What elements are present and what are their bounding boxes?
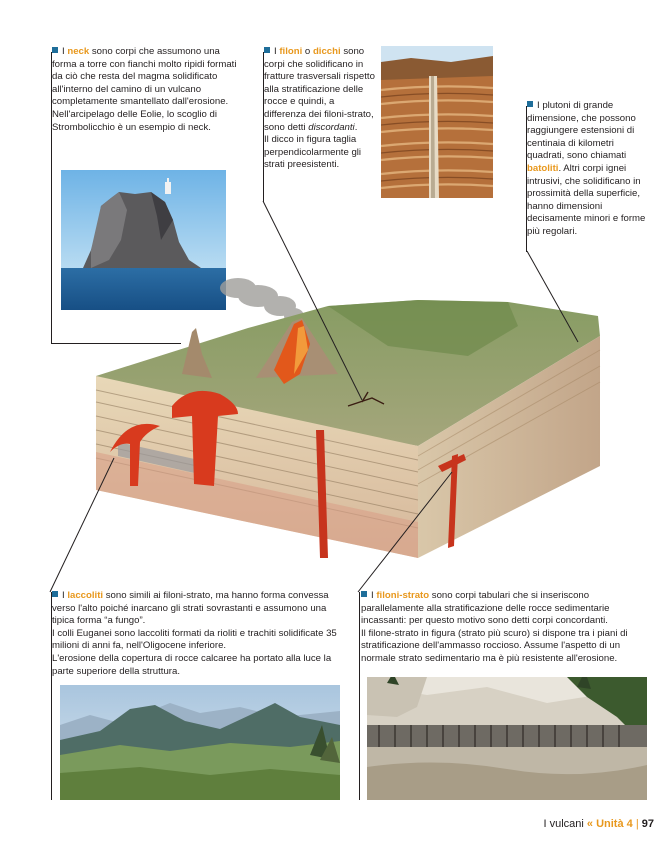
plutoni-connector-v (526, 106, 527, 252)
filoni-example: Il dicco in figura taglia perpendicolarmente gli strati preesistenti. (264, 134, 362, 171)
bullet-square-icon (527, 101, 533, 107)
batoliti-term: batoliti (527, 162, 559, 174)
neck-connector-v (51, 52, 52, 344)
filonistrato-caption: I filoni-strato sono corpi tabulari che si inseriscono parallelamente alla stratificazione delle rocce sedimentarie incassanti: per questo motivo sono detti corpi concordanti. Il filone-strato in figura (strato più scuro) si dispone tra i piani di stratificazione dell'ammasso roccioso. Assume l'aspetto di un normale strato sedimentario ma è più resistente all'erosione. (361, 590, 653, 666)
bullet-square-icon (52, 47, 58, 53)
neck-example: Nell'arcipelago delle Eolie, lo scoglio di Strombolicchio è un esempio di neck. (52, 108, 218, 133)
neck-connector-h (51, 343, 181, 344)
filonistrato-connector-diag (356, 470, 456, 595)
dicco-photo (381, 46, 493, 198)
filonistrato-example: Il filone-strato in figura (strato più scuro) si dispone tra i piani di stratificazione dell'ammasso roccioso. Assume l'aspetto di un normale strato sedimentario ma è più resistente all'erosione. (361, 627, 628, 664)
plutoni-connector-diag (526, 250, 586, 350)
chevron-left-icon: « (586, 818, 594, 830)
colli-euganei-photo (60, 685, 340, 800)
laccoliti-erosion: L'erosione della copertura di rocce calcaree ha portato alla luce la parte superiore della struttura. (52, 652, 332, 677)
unit-label: Unità 4 (596, 818, 633, 830)
discordanti-term: discordanti (308, 121, 355, 133)
filoni-connector-diag (262, 200, 372, 410)
page-number: 97 (641, 818, 654, 830)
neck-caption: I neck sono corpi che assumono una forma a torre con fianchi molto ripidi formati da ciò che resta del magma solidificato all'interno del camino di un vulcano completamente smantellato dall'erosione. Nell'arcipelago delle Eolie, lo scoglio di Strombolicchio è un esempio di neck. (52, 46, 242, 134)
dicchi-term: dicchi (312, 46, 341, 57)
page-footer (543, 818, 654, 830)
laccoliti-connector-diag (48, 456, 118, 596)
filone-strato-photo (367, 677, 647, 800)
chapter-title: I vulcani (543, 818, 584, 830)
footer-separator: | (635, 818, 639, 830)
filoni-term: filoni (279, 46, 303, 57)
bullet-square-icon (264, 47, 270, 53)
laccoliti-example: I colli Euganei sono laccoliti formati da rioliti e trachiti solidificate 35 milioni di anni fa, nell'Oligocene inferiore. (52, 627, 337, 652)
plutoni-caption: I plutoni di grande dimensione, che possono raggiungere estensioni di centinaia di kilometri quadrati, sono chiamati batoliti. Altri corpi ignei intrusivi, che solidificano in prossimità della superficie, hanno dimensioni decisamente minori e forme più regolari. (527, 100, 646, 237)
laccoliti-term: laccoliti (67, 590, 104, 601)
filonistrato-connector-v (359, 592, 360, 800)
laccoliti-connector-v (51, 592, 52, 800)
laccoliti-caption: I laccoliti sono simili ai filoni-strato, ma hanno forma convessa verso l'alto poiché inarcano gli strati sovrastanti e assumono una tipica forma “a fungo”. I colli Euganei sono laccoliti formati da rioliti e trachiti solidificate 35 milioni di anni fa, nell'Oligocene inferiore. L'erosione della copertura di rocce calcaree ha portato alla luce la parte superiore della struttura. (52, 590, 342, 678)
filoni-caption: I filoni o dicchi sono corpi che solidificano in fratture trasversali rispetto alla stratificazione delle rocce e quindi, a differenza dei filoni-strato, sono detti discordanti. Il dicco in figura taglia perpendicolarmente gli strati preesistenti. (264, 46, 375, 171)
filonistrato-term: filoni-strato (376, 590, 430, 601)
filoni-connector-v (263, 52, 264, 202)
neck-term: neck (67, 46, 90, 57)
